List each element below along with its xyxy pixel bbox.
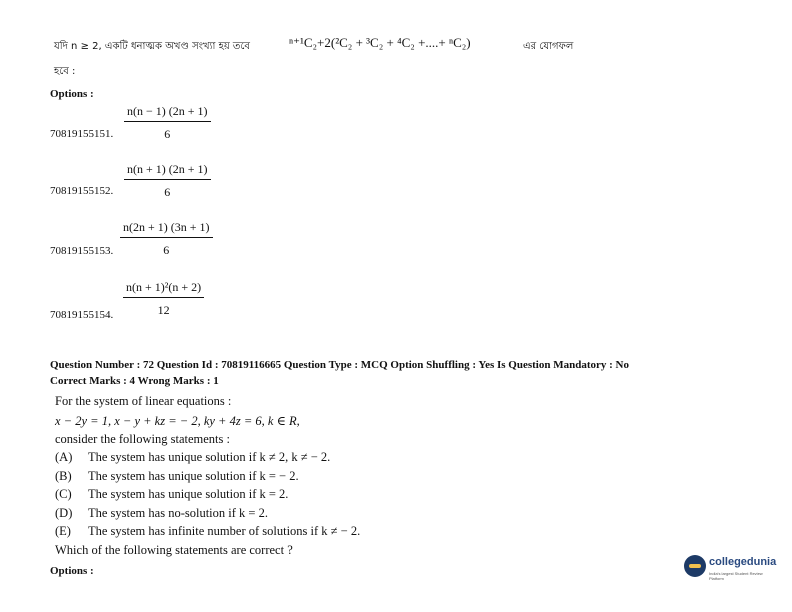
q72-statement-e-label: (E) [55, 524, 71, 538]
collegedunia-logo-icon [684, 555, 706, 577]
q71-option-3-fraction [120, 220, 213, 258]
q72-options-label: Options : [50, 565, 94, 577]
fraction-numerator: n(n + 1)²(n + 2) [123, 280, 204, 298]
fraction-numerator: n(n − 1) (2n + 1) [124, 104, 211, 122]
q72-equations: x − 2y = 1, x − y + kz = − 2, ky + 4z = 6, k ∈ R, [55, 414, 300, 428]
q72-consider: consider the following statements : [55, 432, 230, 446]
q71-option-1-fraction [124, 104, 211, 142]
collegedunia-logo-name: collegedunia [709, 556, 777, 568]
fraction-denominator: 6 [164, 185, 171, 199]
q71-options-label: Options : [50, 88, 94, 100]
q72-statement-d-label: (D) [55, 506, 73, 520]
q72-statement-e-text: The system has infinite number of solutions if k ≠ − 2. [88, 524, 361, 538]
fraction-denominator: 6 [164, 127, 171, 141]
fraction-numerator: n(n + 1) (2n + 1) [124, 162, 211, 180]
q71-option-2-id[interactable]: 70819155152. [50, 185, 114, 197]
q71-option-4-id[interactable]: 70819155154. [50, 309, 114, 321]
q71-option-4-fraction [123, 280, 204, 318]
q72-question: Which of the following statements are correct ? [55, 543, 293, 557]
fraction-numerator: n(2n + 1) (3n + 1) [120, 220, 213, 238]
q72-statement-c-label: (C) [55, 487, 72, 501]
collegedunia-logo-tagline: India's largest Student Review Platform [709, 571, 763, 581]
q72-statement-b-label: (B) [55, 469, 72, 483]
q72-meta-line1: Question Number : 72 Question Id : 70819116665 Question Type : MCQ Option Shuffling : Yes Is Question Mandatory : No [50, 359, 629, 371]
q72-statement-c-text: The system has unique solution if k = 2. [88, 487, 289, 501]
q71-option-3-id[interactable]: 70819155153. [50, 245, 114, 257]
q71-stem-end: এর যোগফল [523, 41, 574, 52]
q71-stem-start: যদি n ≥ 2, একটি ধনাত্মক অখণ্ড সংখ্যা হয় তবে [54, 41, 250, 52]
q72-statement-a-text: The system has unique solution if k ≠ 2, k ≠ − 2. [88, 450, 331, 464]
fraction-denominator: 6 [163, 243, 170, 257]
q72-statement-d-text: The system has no-solution if k = 2. [88, 506, 268, 520]
q72-intro: For the system of linear equations : [55, 394, 232, 408]
fraction-denominator: 12 [157, 303, 170, 317]
q71-option-1-id[interactable]: 70819155151. [50, 128, 114, 140]
q72-statement-b-text: The system has unique solution if k = − 2. [88, 469, 299, 483]
collegedunia-logo [684, 553, 776, 585]
q71-stem-expression: ⁿ⁺¹C₂+2(²C₂ + ³C₂ + ⁴C₂ +....+ ⁿC₂) [289, 35, 471, 50]
q71-stem-line2: হবে : [54, 66, 76, 77]
q72-meta-line2: Correct Marks : 4 Wrong Marks : 1 [50, 375, 219, 387]
q71-option-2-fraction [124, 162, 211, 200]
q72-statement-a-label: (A) [55, 450, 73, 464]
